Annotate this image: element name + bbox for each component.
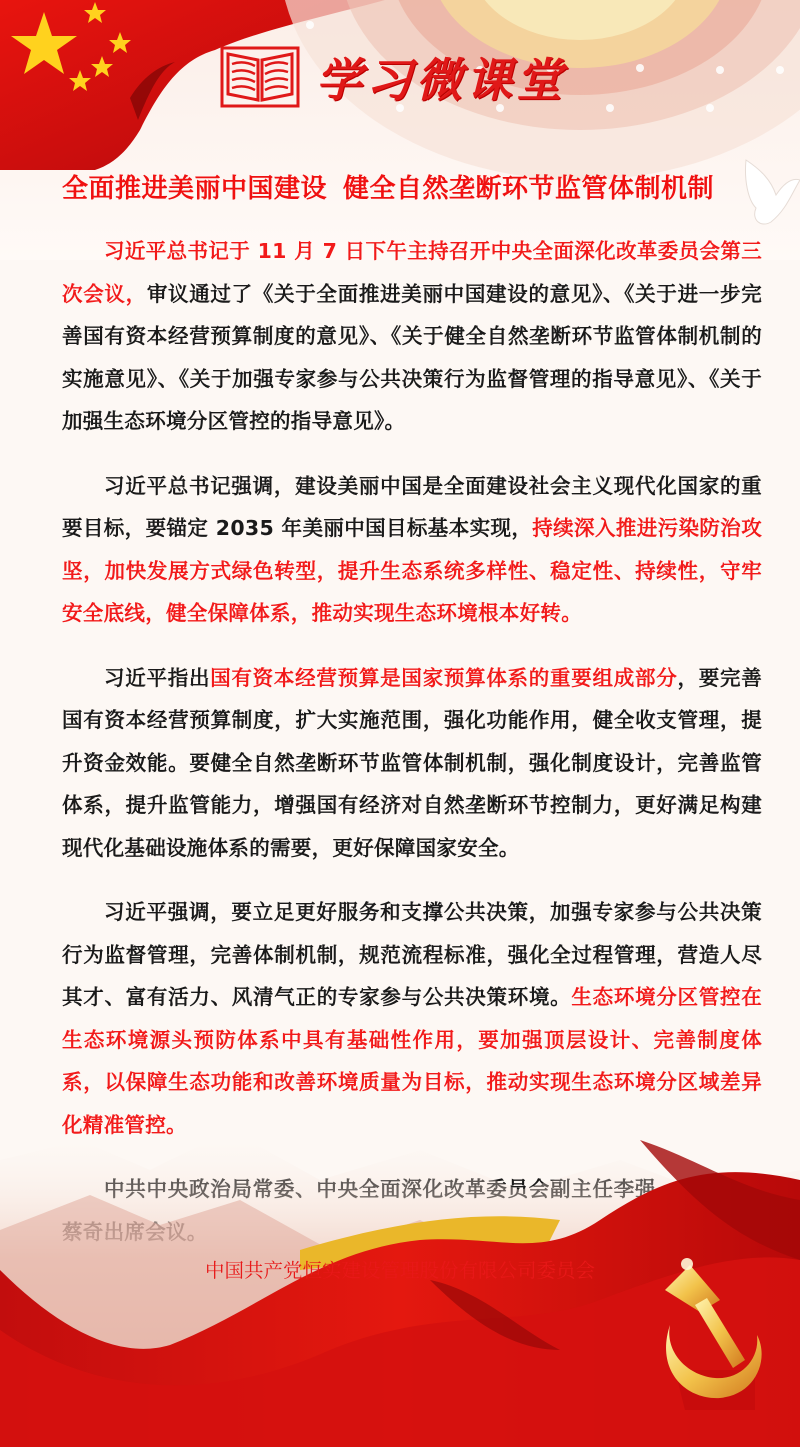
paragraph-3 bbox=[62, 657, 762, 870]
footer-organization: 中国共产党恒实建设管理股份有限公司委员会 bbox=[204, 1259, 595, 1282]
paragraph-1 bbox=[62, 230, 762, 443]
paragraph-2 bbox=[62, 465, 762, 635]
logo-title: 学习微课堂 bbox=[316, 53, 566, 107]
header-logo bbox=[220, 46, 566, 108]
text-segment: 审议通过了《关于全面推进美丽中国建设的意见》、《关于进一步完善国有资本经营预算制度的意见》、《关于健全自然垄断环节监管体制机制的实施意见》、《关于加强专家参与公共决策行为监督管理的指导意见》、《关于加强生态环境分区管控的指导意见》。 bbox=[62, 281, 762, 433]
text-segment: 国有资本经营预算是国家预算体系的重要组成部分 bbox=[210, 665, 678, 690]
text-segment: 习近平强调，要立足更好服务和支撑公共决策，加强专家参与公共决策行为监督管理，完善体制机制，规范流程标准，强化全过程管理，营造人尽其才、富有活力、风清气正的专家参与公共决策环境。 bbox=[62, 900, 762, 1009]
title-part-1: 全面推进美丽中国建设 bbox=[62, 174, 328, 204]
text-segment: 持续深入推进污染防治攻坚，加快发展方式绿色转型，提升生态系统多样性、稳定性、持续性，守牢安全底线，健全保障体系，推动实现生态环境根本好转。 bbox=[62, 516, 762, 625]
text-segment: ，要完善国有资本经营预算制度，扩大实施范围，强化功能作用，健全收支管理，提升资金效能。要健全自然垄断环节监管体制机制，强化制度设计，完善监管体系，提升监管能力，增强国有经济对自然垄断环节控制力，更好满足构建现代化基础设施体系的需要，更好保障国家安全。 bbox=[62, 665, 763, 860]
dove-icon bbox=[726, 150, 800, 230]
party-emblem-icon bbox=[645, 1250, 765, 1410]
text-segment: 生态环境分区管控在生态环境源头预防体系中具有基础性作用，要加强顶层设计、完善制度体系，以保障生态功能和改善环境质量为目标，推动实现生态环境分区域差异化精准管控。 bbox=[62, 985, 763, 1137]
open-book-icon bbox=[220, 46, 300, 108]
text-segment: 习近平总书记于 11 月 7 日下午主持召开中央全面深化改革委员会第三次会议， bbox=[62, 239, 762, 306]
title-part-2: 健全自然垄断环节监管体制机制 bbox=[343, 174, 715, 204]
page-title bbox=[62, 168, 800, 205]
text-segment: 习近平指出 bbox=[104, 665, 211, 690]
text-segment: 习近平总书记强调，建设美丽中国是全面建设社会主义现代化国家的重要目标，要锚定 2035 年美丽中国目标基本实现， bbox=[62, 473, 762, 540]
